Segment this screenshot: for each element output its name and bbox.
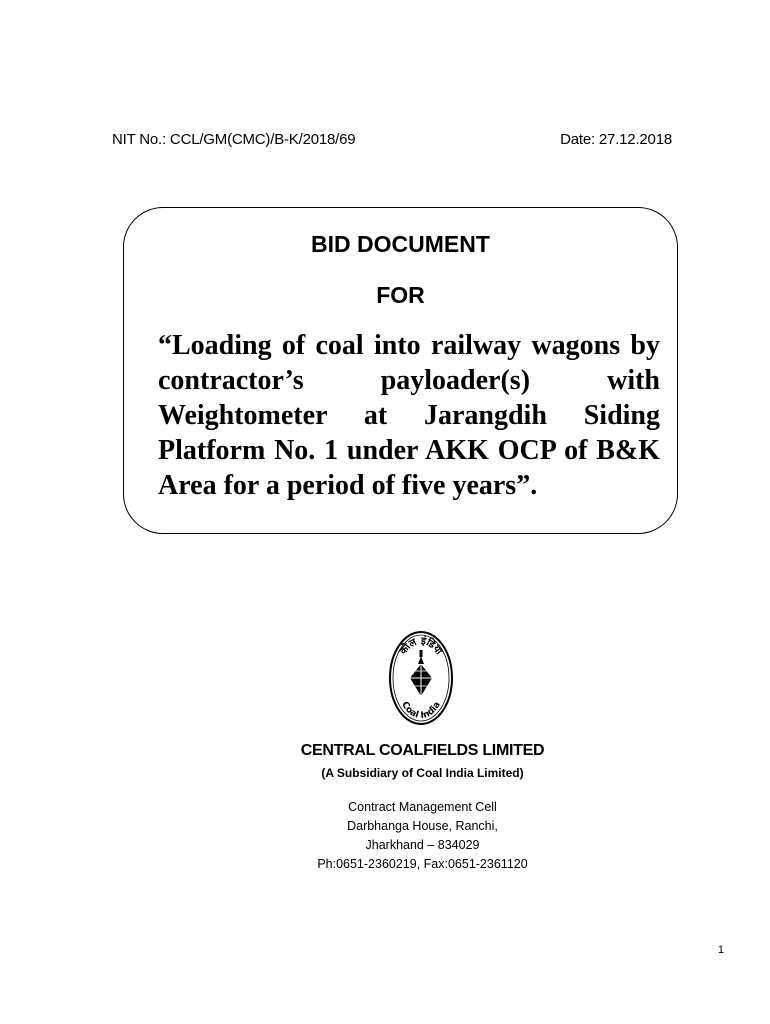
document-header xyxy=(112,131,672,153)
bid-document-title: BID DOCUMENT xyxy=(311,231,490,257)
company-subsidiary: (A Subsidiary of Coal India Limited) xyxy=(321,766,524,780)
company-name: CENTRAL COALFIELDS LIMITED xyxy=(300,742,545,759)
address-line: Jharkhand – 834029 xyxy=(365,838,480,852)
address-line: Contract Management Cell xyxy=(348,800,497,814)
coal-india-logo-icon xyxy=(388,630,454,726)
page-number: 1 xyxy=(717,944,724,956)
logo-hindi-text: कोल इंडिया xyxy=(398,635,445,657)
for-label: FOR xyxy=(376,282,425,308)
address-line: Darbhanga House, Ranchi, xyxy=(347,819,498,833)
work-description: “Loading of coal into railway wagons by contractor’s payloader(s) with Weightometer at Jarangdih Siding Platform No. 1 under AKK OCP of B&K Area for a period of five years”. xyxy=(158,330,660,501)
document-date: Date: 27.12.2018 xyxy=(560,131,672,148)
company-block xyxy=(200,740,645,874)
logo-english-text: Coal India xyxy=(399,700,443,722)
contact-line: Ph:0651-2360219, Fax:0651-2361120 xyxy=(317,857,528,871)
nit-number: NIT No.: CCL/GM(CMC)/B-K/2018/69 xyxy=(112,131,356,148)
company-address xyxy=(200,798,645,874)
title-box xyxy=(123,207,678,534)
